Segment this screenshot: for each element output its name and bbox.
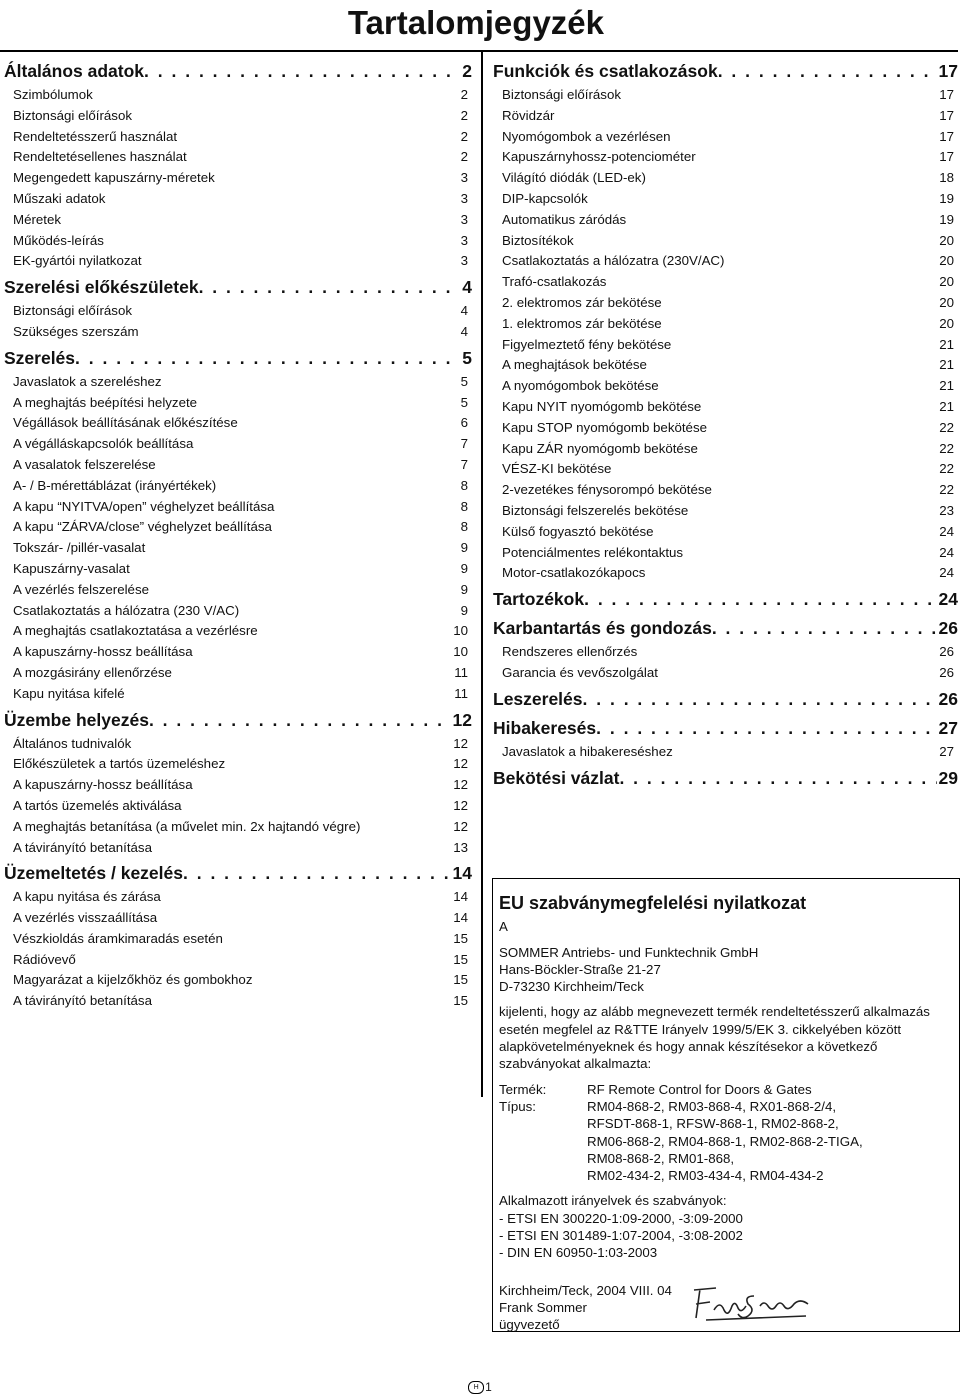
toc-entry[interactable] bbox=[4, 754, 472, 775]
toc-entry[interactable] bbox=[4, 538, 472, 559]
toc-entry[interactable] bbox=[4, 970, 472, 991]
toc-entry-page: 4 bbox=[460, 323, 468, 339]
toc-section-page: 14 bbox=[452, 863, 472, 884]
toc-section-title: Szerelési előkészületek bbox=[4, 277, 199, 298]
toc-section bbox=[4, 274, 472, 343]
toc-entry-label: A végálláskapcsolók beállítása bbox=[13, 436, 194, 452]
toc-entry-label: Kapu STOP nyomógomb bekötése bbox=[502, 419, 707, 435]
toc-entry[interactable] bbox=[493, 663, 958, 684]
toc-section-title: Bekötési vázlat bbox=[493, 767, 620, 788]
toc-section bbox=[493, 586, 958, 613]
column-divider bbox=[481, 52, 483, 1097]
handwritten-signature bbox=[686, 1282, 826, 1326]
toc-entry[interactable] bbox=[493, 210, 958, 231]
toc-entry[interactable] bbox=[4, 580, 472, 601]
eu-city: D-73230 Kirchheim/Teck bbox=[499, 979, 644, 995]
toc-entry-page: 8 bbox=[460, 477, 468, 493]
toc-entry-label: Kapu NYIT nyomógomb bekötése bbox=[502, 398, 702, 414]
toc-entry-label: Méretek bbox=[13, 211, 62, 227]
toc-section bbox=[493, 686, 958, 713]
toc-section-page: 26 bbox=[938, 618, 958, 639]
toc-entry-page: 5 bbox=[460, 373, 468, 389]
toc-entry-label: Előkészületek a tartós üzemeléshez bbox=[13, 756, 226, 772]
toc-entry-page: 12 bbox=[453, 797, 468, 813]
toc-entry-page: 9 bbox=[460, 560, 468, 576]
toc-entry[interactable] bbox=[493, 85, 958, 106]
toc-section-title: Üzembe helyezés bbox=[4, 709, 149, 730]
toc-entry[interactable] bbox=[493, 501, 958, 522]
toc-entry-page: 8 bbox=[460, 498, 468, 514]
toc-entry-label: A kapu nyitása és zárása bbox=[13, 889, 161, 905]
toc-entry[interactable] bbox=[493, 642, 958, 663]
toc-entry[interactable] bbox=[493, 168, 958, 189]
toc-entry-page: 19 bbox=[939, 211, 954, 227]
eu-type-values bbox=[587, 1098, 939, 1184]
title-rule bbox=[0, 50, 958, 52]
eu-product-label: Termék: bbox=[499, 1081, 547, 1097]
toc-entry-label: Javaslatok a hibakereséshez bbox=[502, 743, 673, 759]
page-footer bbox=[0, 1380, 960, 1394]
toc-entry-label: Biztosítékok bbox=[502, 232, 574, 248]
toc-entry-page: 20 bbox=[939, 253, 954, 269]
toc-entry-page: 20 bbox=[939, 294, 954, 310]
toc-section-title: Tartozékok bbox=[493, 589, 585, 610]
toc-entry[interactable] bbox=[4, 85, 472, 106]
dot-leader bbox=[596, 715, 936, 742]
toc-entry-label: Rádióvevő bbox=[13, 951, 76, 967]
toc-entry-page: 15 bbox=[453, 993, 468, 1009]
toc-entry[interactable] bbox=[4, 322, 472, 343]
page-number: 1 bbox=[485, 1380, 492, 1394]
dot-leader bbox=[183, 860, 451, 887]
dot-leader bbox=[144, 58, 460, 85]
toc-entry-page: 3 bbox=[460, 211, 468, 227]
toc-section-heading[interactable] bbox=[4, 860, 472, 887]
toc-entry-label: Rendeltetésszerű használat bbox=[13, 128, 178, 144]
dot-leader bbox=[718, 58, 937, 85]
toc-entry-label: A kapuszárny-hossz beállítása bbox=[13, 777, 193, 793]
toc-entry[interactable] bbox=[4, 168, 472, 189]
toc-entry-page: 12 bbox=[453, 777, 468, 793]
toc-entry-label: Potenciálmentes relékontaktus bbox=[502, 544, 684, 560]
toc-entry[interactable] bbox=[4, 147, 472, 168]
toc-entry-label: Javaslatok a szereléshez bbox=[13, 373, 162, 389]
dot-leader bbox=[712, 615, 937, 642]
eu-standard-item: - ETSI EN 301489-1:07-2004, -3:08-2002 bbox=[499, 1228, 743, 1244]
toc-left-column bbox=[4, 56, 472, 1012]
toc-entry-label: 2. elektromos zár bekötése bbox=[502, 294, 662, 310]
eu-declaration bbox=[499, 895, 939, 1334]
toc-entry-label: A meghajtás beépítési helyzete bbox=[13, 394, 198, 410]
eu-standards-list bbox=[499, 1210, 939, 1262]
eu-street: Hans-Böckler-Straße 21-27 bbox=[499, 961, 661, 977]
toc-entry-page: 11 bbox=[454, 664, 468, 680]
dot-leader bbox=[149, 707, 451, 734]
toc-entry-label: A tartós üzemelés aktiválása bbox=[13, 797, 182, 813]
toc-entry-page: 2 bbox=[460, 107, 468, 123]
eu-standard-item: - DIN EN 60950-1:03-2003 bbox=[499, 1245, 658, 1261]
toc-entry[interactable] bbox=[493, 106, 958, 127]
toc-entry-label: Kapu nyitása kifelé bbox=[13, 685, 125, 701]
toc-entry[interactable] bbox=[493, 376, 958, 397]
toc-entry[interactable] bbox=[4, 775, 472, 796]
toc-entry-page: 26 bbox=[939, 664, 954, 680]
toc-entry-label: Szimbólumok bbox=[13, 87, 93, 102]
toc-entry-page: 17 bbox=[939, 107, 954, 123]
toc-entry-label: Kapuszárnyhossz-potenciométer bbox=[502, 149, 696, 165]
toc-entry-page: 12 bbox=[453, 735, 468, 751]
toc-entry-page: 6 bbox=[460, 415, 468, 431]
toc-entry[interactable] bbox=[4, 991, 472, 1012]
toc-entry-label: Magyarázat a kijelzőkhöz és gombokhoz bbox=[13, 972, 253, 988]
toc-entry[interactable] bbox=[493, 742, 958, 763]
toc-entry-page: 21 bbox=[939, 357, 954, 373]
toc-entry-page: 9 bbox=[460, 540, 468, 556]
toc-entry[interactable] bbox=[493, 355, 958, 376]
toc-entry-label: Külső fogyasztó bekötése bbox=[502, 523, 654, 539]
toc-entry-page: 10 bbox=[453, 623, 468, 639]
toc-entry[interactable] bbox=[4, 929, 472, 950]
toc-entry[interactable] bbox=[493, 231, 958, 252]
toc-section-heading[interactable] bbox=[4, 274, 472, 301]
toc-entry-page: 3 bbox=[460, 232, 468, 248]
eu-standards-intro: Alkalmazott irányelvek és szabványok: bbox=[499, 1193, 727, 1209]
toc-entry-page: 22 bbox=[939, 440, 954, 456]
toc-entry-label: Szükséges szerszám bbox=[13, 323, 139, 339]
toc-entry-page: 12 bbox=[453, 756, 468, 772]
toc-entry-page: 2 bbox=[460, 87, 468, 102]
eu-heading: EU szabványmegfelelési nyilatkozat bbox=[499, 893, 807, 913]
toc-entry[interactable] bbox=[4, 621, 472, 642]
toc-entry-label: Rövidzár bbox=[502, 107, 555, 123]
toc-section-page: 2 bbox=[462, 61, 472, 81]
toc-entry-page: 20 bbox=[939, 274, 954, 290]
toc-entry-label: Biztonsági felszerelés bekötése bbox=[502, 502, 689, 518]
eu-type-line: RM08-868-2, RM01-868, bbox=[587, 1150, 735, 1166]
toc-entry[interactable] bbox=[493, 397, 958, 418]
toc-entry[interactable] bbox=[4, 189, 472, 210]
toc-entry[interactable] bbox=[493, 522, 958, 543]
toc-entry-label: Motor-csatlakozókapocs bbox=[502, 565, 646, 581]
toc-section bbox=[4, 707, 472, 859]
toc-section-title: Karbantartás és gondozás bbox=[493, 618, 712, 639]
toc-right-column bbox=[493, 56, 958, 792]
toc-entry[interactable] bbox=[493, 293, 958, 314]
toc-entry-page: 17 bbox=[939, 149, 954, 165]
language-badge: H bbox=[468, 1381, 484, 1394]
toc-entry[interactable] bbox=[4, 476, 472, 497]
toc-entry-page: 14 bbox=[453, 910, 468, 926]
toc-entry-page: 22 bbox=[939, 461, 954, 477]
toc-entry[interactable] bbox=[493, 480, 958, 501]
toc-entry-page: 18 bbox=[939, 170, 954, 186]
dot-leader bbox=[583, 686, 937, 713]
eu-signer-role: ügyvezető bbox=[499, 1317, 560, 1333]
toc-entry-label: Figyelmeztető fény bekötése bbox=[502, 336, 672, 352]
toc-entry-label: A vezérlés felszerelése bbox=[13, 581, 149, 597]
toc-section-heading[interactable] bbox=[4, 707, 472, 734]
dot-leader bbox=[199, 274, 461, 301]
toc-entry[interactable] bbox=[4, 796, 472, 817]
toc-section-title: Üzemeltetés / kezelés bbox=[4, 863, 183, 884]
toc-entry-page: 22 bbox=[939, 419, 954, 435]
toc-entry-label: VÉSZ-KI bekötése bbox=[502, 461, 612, 477]
toc-entry-page: 7 bbox=[460, 436, 468, 452]
toc-entry-label: Világító diódák (LED-ek) bbox=[502, 170, 646, 186]
eu-signer: Frank Sommer bbox=[499, 1299, 587, 1315]
toc-entry[interactable] bbox=[493, 418, 958, 439]
toc-entry-page: 2 bbox=[460, 128, 468, 144]
eu-product-row bbox=[499, 1081, 939, 1098]
toc-entry[interactable] bbox=[4, 817, 472, 838]
toc-entry-page: 4 bbox=[460, 303, 468, 319]
toc-section-page: 27 bbox=[938, 717, 958, 738]
toc-entry[interactable] bbox=[4, 127, 472, 148]
toc-entry-label: A távirányító betanítása bbox=[13, 993, 152, 1009]
toc-entry-label: Általános tudnivalók bbox=[13, 735, 132, 751]
toc-entry-label: Műszaki adatok bbox=[13, 190, 106, 206]
toc-entry-label: DIP-kapcsolók bbox=[502, 190, 588, 206]
toc-entry-page: 17 bbox=[939, 128, 954, 144]
toc-entry[interactable] bbox=[4, 413, 472, 434]
toc-entry-label: A nyomógombok bekötése bbox=[502, 378, 659, 394]
toc-entry-label: Vészkioldás áramkimaradás esetén bbox=[13, 930, 223, 946]
toc-entry-label: Tokszár- /pillér-vasalat bbox=[13, 540, 146, 556]
toc-section-title: Általános adatok bbox=[4, 61, 145, 81]
toc-entry-label: A vezérlés visszaállítása bbox=[13, 910, 158, 926]
toc-entry[interactable] bbox=[4, 887, 472, 908]
toc-entry-label: A vasalatok felszerelése bbox=[13, 456, 156, 472]
toc-entry[interactable] bbox=[4, 838, 472, 859]
toc-section bbox=[493, 715, 958, 763]
toc-entry[interactable] bbox=[493, 127, 958, 148]
toc-entry[interactable] bbox=[4, 663, 472, 684]
toc-entry-label: A- / B-mérettáblázat (irányértékek) bbox=[13, 477, 217, 493]
eu-article: A bbox=[499, 919, 508, 935]
toc-section-page: 24 bbox=[938, 589, 958, 610]
eu-type-line: RM04-868-2, RM03-868-4, RX01-868-2/4, bbox=[587, 1098, 837, 1114]
toc-section bbox=[4, 58, 472, 272]
toc-section-title: Funkciók és csatlakozások bbox=[493, 61, 718, 81]
toc-entry-page: 22 bbox=[939, 482, 954, 498]
toc-entry-label: Rendszeres ellenőrzés bbox=[502, 644, 638, 660]
toc-section-page: 5 bbox=[462, 347, 472, 368]
toc-entry[interactable] bbox=[4, 210, 472, 231]
toc-entry[interactable] bbox=[493, 459, 958, 480]
toc-entry[interactable] bbox=[493, 563, 958, 584]
toc-entry-label: A távirányító betanítása bbox=[13, 839, 152, 855]
toc-entry-page: 9 bbox=[460, 581, 468, 597]
eu-type-label: Típus: bbox=[499, 1098, 536, 1114]
toc-entry-page: 20 bbox=[939, 315, 954, 331]
eu-place-date: Kirchheim/Teck, 2004 VIII. 04 bbox=[499, 1282, 672, 1298]
dot-leader bbox=[584, 586, 936, 613]
toc-entry[interactable] bbox=[4, 559, 472, 580]
toc-section-title: Szerelés bbox=[4, 347, 76, 368]
toc-entry[interactable] bbox=[4, 601, 472, 622]
toc-section bbox=[493, 615, 958, 684]
toc-entry[interactable] bbox=[493, 314, 958, 335]
toc-entry-label: Biztonsági előírások bbox=[13, 107, 132, 123]
toc-entry[interactable] bbox=[4, 393, 472, 414]
toc-section-title: Leszerelés bbox=[493, 688, 583, 709]
toc-entry-page: 27 bbox=[939, 743, 954, 759]
eu-standard-item: - ETSI EN 300220-1:09-2000, -3:09-2000 bbox=[499, 1210, 743, 1226]
toc-entry[interactable] bbox=[493, 189, 958, 210]
toc-entry-label: Kapu ZÁR nyomógomb bekötése bbox=[502, 440, 698, 456]
toc-entry-page: 9 bbox=[460, 602, 468, 618]
toc-entry-page: 21 bbox=[939, 398, 954, 414]
toc-entry[interactable] bbox=[4, 106, 472, 127]
toc-entry-page: 23 bbox=[939, 502, 954, 518]
eu-type-line: RFSDT-868-1, RFSW-868-1, RM02-868-2, bbox=[587, 1116, 839, 1132]
toc-section bbox=[4, 345, 472, 705]
toc-entry[interactable] bbox=[493, 439, 958, 460]
eu-signature-block bbox=[499, 1282, 939, 1334]
eu-type-row bbox=[499, 1098, 939, 1184]
toc-entry-label: A meghajtás betanítása (a művelet min. 2x hajtandó végre) bbox=[13, 818, 361, 834]
toc-entry[interactable] bbox=[4, 301, 472, 322]
toc-entry[interactable] bbox=[4, 734, 472, 755]
toc-entry[interactable] bbox=[4, 455, 472, 476]
toc-entry-page: 17 bbox=[939, 87, 954, 102]
toc-entry-page: 10 bbox=[453, 644, 468, 660]
toc-entry-page: 20 bbox=[939, 232, 954, 248]
toc-entry-label: EK-gyártói nyilatkozat bbox=[13, 253, 142, 269]
toc-section-heading[interactable] bbox=[493, 615, 958, 642]
toc-entry-label: Trafó-csatlakozás bbox=[502, 274, 607, 290]
toc-section-heading[interactable] bbox=[493, 715, 958, 742]
toc-entry-page: 15 bbox=[453, 951, 468, 967]
toc-entry[interactable] bbox=[4, 950, 472, 971]
toc-section-title: Hibakeresés bbox=[493, 717, 597, 738]
toc-entry-label: Csatlakoztatás a hálózatra (230V/AC) bbox=[502, 253, 725, 269]
toc-section bbox=[4, 860, 472, 1012]
toc-entry-label: Nyomógombok a vezérlésen bbox=[502, 128, 671, 144]
toc-entry-label: Csatlakoztatás a hálózatra (230 V/AC) bbox=[13, 602, 240, 618]
toc-entry[interactable] bbox=[4, 497, 472, 518]
page-title-wrap bbox=[0, 4, 960, 42]
eu-company: SOMMER Antriebs- und Funktechnik GmbH bbox=[499, 944, 759, 960]
toc-entry-page: 24 bbox=[939, 565, 954, 581]
toc-entry-label: Megengedett kapuszárny-méretek bbox=[13, 170, 215, 186]
toc-section-heading[interactable] bbox=[4, 58, 472, 85]
toc-entry-page: 12 bbox=[453, 818, 468, 834]
eu-declaration-text: kijelenti, hogy az alább megnevezett termék rendeltetésszerű alkalmazás esetén megfelel az R&TTE Irányelv 1999/5/EK 3. cikkelyében között alapkövetelményeknek és hogy annak készítésekor a következő szabványokat alkalmazta: bbox=[499, 1004, 930, 1072]
toc-entry[interactable] bbox=[4, 231, 472, 252]
toc-entry-page: 3 bbox=[460, 253, 468, 269]
toc-entry-page: 3 bbox=[460, 170, 468, 186]
toc-section-heading[interactable] bbox=[493, 686, 958, 713]
toc-entry[interactable] bbox=[4, 251, 472, 272]
toc-entry-label: Biztonsági előírások bbox=[13, 303, 132, 319]
toc-section bbox=[493, 58, 958, 584]
toc-entry-label: A mozgásirány ellenőrzése bbox=[13, 664, 172, 680]
toc-entry[interactable] bbox=[493, 272, 958, 293]
toc-entry[interactable] bbox=[4, 517, 472, 538]
toc-entry-label: A kapu “NYITVA/open” véghelyzet beállítása bbox=[13, 498, 275, 514]
dot-leader bbox=[619, 765, 936, 792]
toc-entry-page: 8 bbox=[460, 519, 468, 535]
toc-entry[interactable] bbox=[493, 335, 958, 356]
toc-entry-label: Működés-leírás bbox=[13, 232, 104, 248]
toc-entry-label: 1. elektromos zár bekötése bbox=[502, 315, 662, 331]
toc-entry-page: 26 bbox=[939, 644, 954, 660]
toc-entry[interactable] bbox=[493, 543, 958, 564]
toc-entry-label: Automatikus záródás bbox=[502, 211, 627, 227]
toc-entry-label: A kapu “ZÁRVA/close” véghelyzet beállítása bbox=[13, 519, 272, 535]
toc-entry-label: A meghajtások bekötése bbox=[502, 357, 647, 373]
toc-section-page: 4 bbox=[462, 277, 472, 298]
toc-entry-page: 11 bbox=[454, 685, 468, 701]
toc-section-page: 17 bbox=[938, 61, 958, 81]
eu-type-line: RM06-868-2, RM04-868-1, RM02-868-2-TIGA, bbox=[587, 1133, 863, 1149]
toc-entry-page: 21 bbox=[939, 378, 954, 394]
toc-entry[interactable] bbox=[4, 642, 472, 663]
toc-entry[interactable] bbox=[4, 908, 472, 929]
toc-entry[interactable] bbox=[493, 147, 958, 168]
eu-type-line: RM02-434-2, RM03-434-4, RM04-434-2 bbox=[587, 1168, 824, 1184]
toc-section-page: 29 bbox=[938, 767, 958, 788]
toc-section-page: 12 bbox=[452, 709, 472, 730]
toc-entry-page: 15 bbox=[453, 972, 468, 988]
dot-leader bbox=[75, 345, 460, 372]
toc-section-page: 26 bbox=[938, 688, 958, 709]
toc-entry-page: 7 bbox=[460, 456, 468, 472]
toc-section-heading[interactable] bbox=[493, 765, 958, 792]
eu-product-value: RF Remote Control for Doors & Gates bbox=[587, 1081, 812, 1097]
toc-entry-page: 15 bbox=[453, 930, 468, 946]
toc-entry-label: Végállások beállításának előkészítése bbox=[13, 415, 238, 431]
toc-entry-page: 5 bbox=[460, 394, 468, 410]
toc-entry-label: Rendeltetésellenes használat bbox=[13, 149, 187, 165]
toc-entry-page: 19 bbox=[939, 190, 954, 206]
toc-entry[interactable] bbox=[4, 372, 472, 393]
toc-section bbox=[493, 765, 958, 792]
toc-entry-label: Garancia és vevőszolgálat bbox=[502, 664, 658, 680]
toc-entry-page: 14 bbox=[453, 889, 468, 905]
page-title: Tartalomjegyzék bbox=[347, 4, 604, 41]
toc-entry[interactable] bbox=[4, 684, 472, 705]
toc-entry-page: 24 bbox=[939, 523, 954, 539]
toc-entry-page: 2 bbox=[460, 149, 468, 165]
toc-section-heading[interactable] bbox=[493, 586, 958, 613]
toc-entry-page: 13 bbox=[453, 839, 468, 855]
toc-section-heading[interactable] bbox=[4, 345, 472, 372]
toc-entry-label: 2-vezetékes fénysorompó bekötése bbox=[502, 482, 712, 498]
toc-entry-page: 21 bbox=[939, 336, 954, 352]
toc-entry-label: A kapuszárny-hossz beállítása bbox=[13, 644, 193, 660]
toc-entry[interactable] bbox=[4, 434, 472, 455]
toc-section-heading[interactable] bbox=[493, 58, 958, 85]
toc-entry-page: 24 bbox=[939, 544, 954, 560]
toc-entry-label: A meghajtás csatlakoztatása a vezérlésre bbox=[13, 623, 258, 639]
toc-entry-page: 3 bbox=[460, 190, 468, 206]
toc-entry-label: Biztonsági előírások bbox=[502, 87, 621, 102]
toc-entry[interactable] bbox=[493, 251, 958, 272]
toc-entry-label: Kapuszárny-vasalat bbox=[13, 560, 130, 576]
